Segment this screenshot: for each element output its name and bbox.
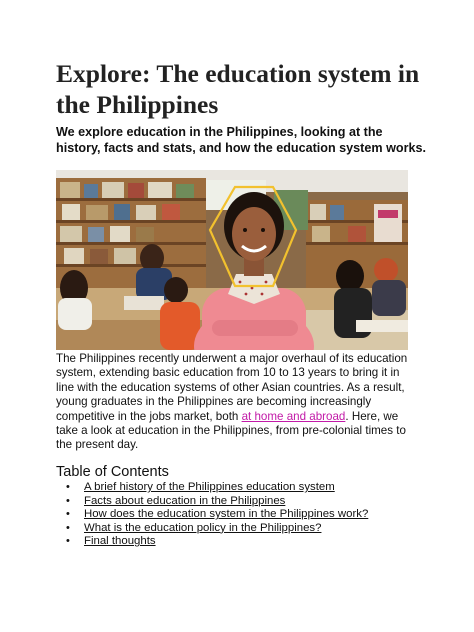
toc-link-how-it-works[interactable]: How does the education system in the Philippines work? xyxy=(84,508,369,521)
bullet-icon: • xyxy=(66,535,70,548)
hero-image xyxy=(56,170,408,350)
home-and-abroad-link[interactable]: at home and abroad xyxy=(241,409,346,423)
bullet-icon: • xyxy=(66,521,70,534)
toc-heading: Table of Contents xyxy=(56,464,169,480)
toc-item xyxy=(66,535,368,549)
table-of-contents xyxy=(66,481,368,549)
article-body xyxy=(56,352,414,453)
toc-link-policy[interactable]: What is the education policy in the Philippines? xyxy=(84,521,322,534)
article-title: Explore: The education system in the Philippines xyxy=(56,59,420,119)
article-subtitle: We explore education in the Philippines, looking at the history, facts and stats, and how the education system works. xyxy=(56,125,426,155)
body-text-part: . Here, we take a look at education in the Philippines, from pre-colonial times to the present day. xyxy=(56,409,406,452)
toc-item xyxy=(66,495,368,509)
toc-link-facts[interactable]: Facts about education in the Philippines xyxy=(84,494,286,507)
toc-item xyxy=(66,481,368,495)
toc-item xyxy=(66,522,368,536)
bullet-icon: • xyxy=(66,508,70,521)
body-text-part: The Philippines recently underwent a major overhaul of its education system, extending basic education from 10 to 13 years to bring it in line with the education systems of other Asian countries. As a result, young graduates in the Philippines are becoming increasingly competitive in the jobs market, both xyxy=(56,352,408,423)
toc-item xyxy=(66,508,368,522)
bullet-icon: • xyxy=(66,494,70,507)
toc-link-history[interactable]: A brief history of the Philippines education system xyxy=(84,481,335,493)
toc-link-final-thoughts[interactable]: Final thoughts xyxy=(84,535,156,548)
bullet-icon: • xyxy=(66,481,70,493)
